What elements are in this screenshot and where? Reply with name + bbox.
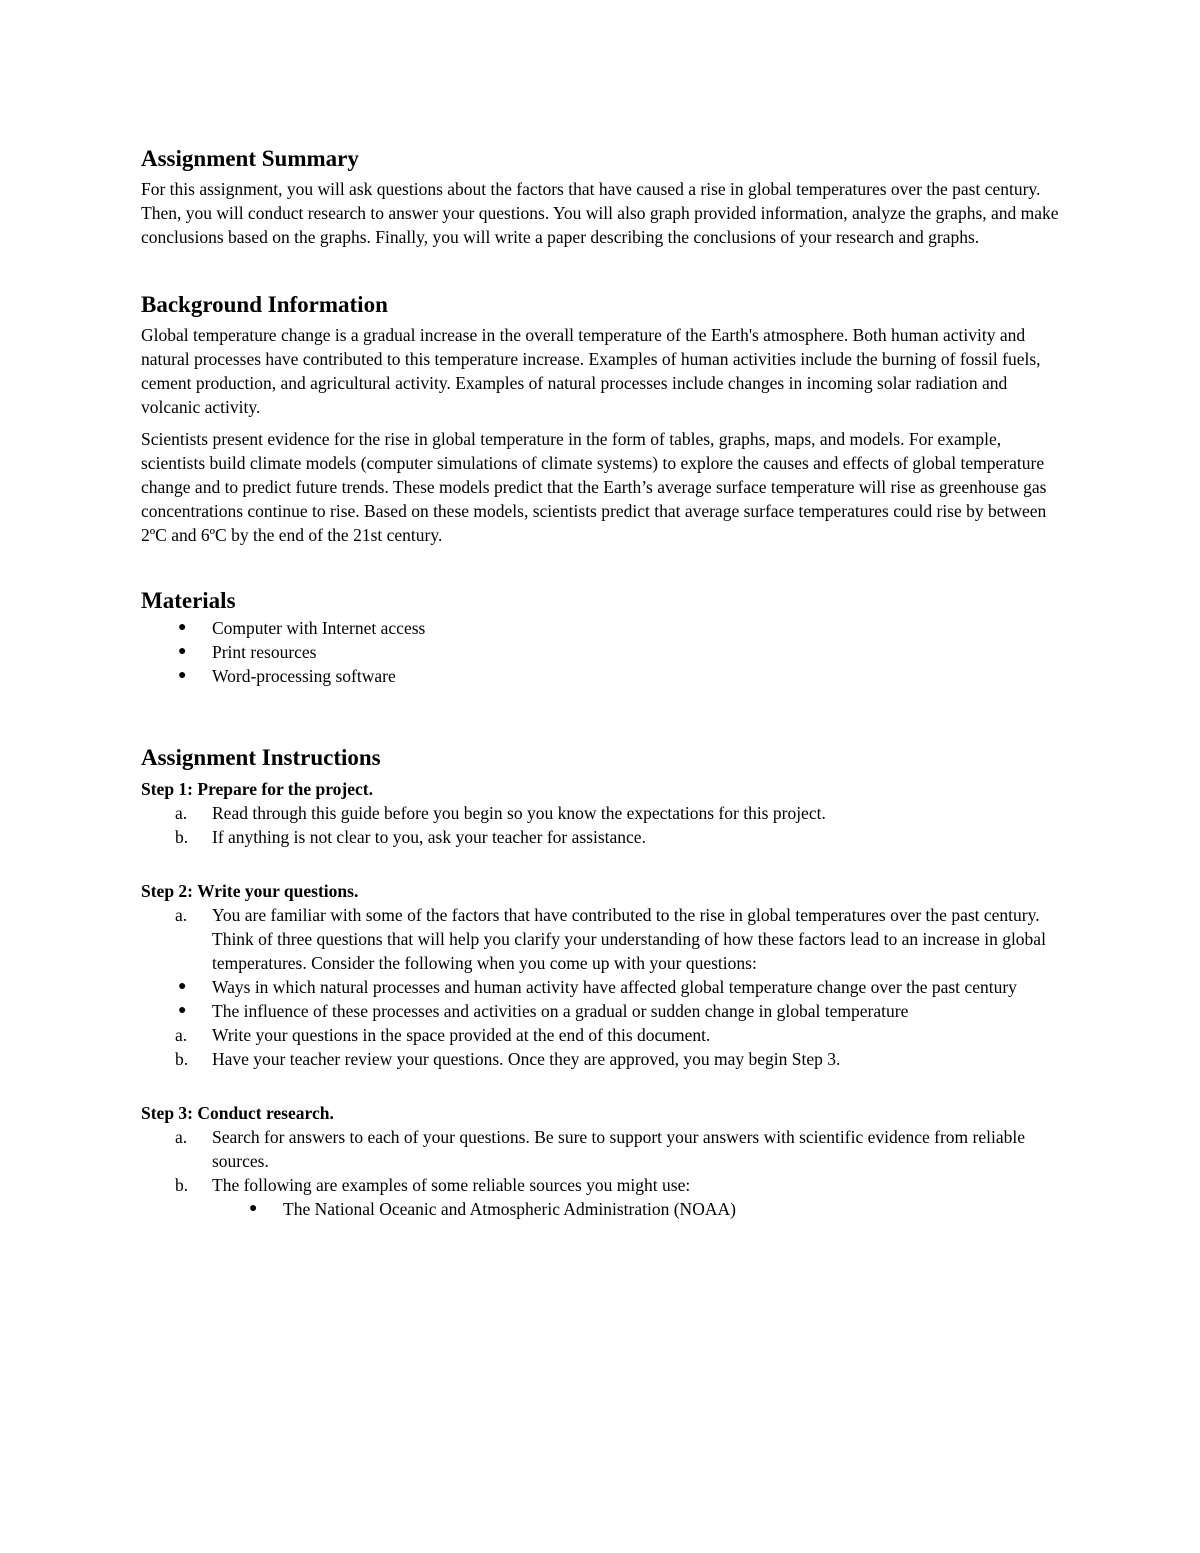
list-item: ● The influence of these processes and activities on a gradual or sudden change in global temperature [178, 1001, 909, 1021]
step2-title: Step 2: Write your questions. [141, 881, 359, 901]
bullet-icon: ● [249, 1201, 258, 1216]
bullet-icon: ● [178, 644, 187, 659]
materials-list-item: ● Computer with Internet access [178, 618, 426, 638]
step3-title: Step 3: Conduct research. [141, 1103, 334, 1123]
summary-paragraph: For this assignment, you will ask questions about the factors that have caused a rise in global temperatures over the past century. Then, you will conduct research to answer your questions. You will also graph provided information, analyze the graphs, and make conclusions based on the graphs. Finally, you will write a paper describing the conclusions of your research and graphs. [141, 179, 1059, 247]
bullet-icon: ● [178, 1003, 187, 1018]
list-marker: a. [175, 1127, 188, 1147]
list-marker: a. [175, 905, 188, 925]
list-marker: b. [175, 1049, 189, 1069]
step1-list [141, 801, 1061, 849]
list-marker: b. [175, 1175, 189, 1195]
bullet-icon: ● [178, 979, 187, 994]
step2-list [141, 903, 1061, 1071]
list-item: b. The following are examples of some reliable sources you might use: [175, 1175, 691, 1195]
list-item: a. Read through this guide before you begin so you know the expectations for this project. [175, 803, 826, 823]
bullet-icon: ● [178, 668, 187, 683]
background-paragraph-2: Scientists present evidence for the rise in global temperature in the form of tables, graphs, maps, and models. For example, scientists build climate models (computer simulations of climate systems) to explore the causes and effects of global temperature change and to predict future trends. These models predict that the Earth’s average surface temperature will rise as greenhouse gas concentrations continue to rise. Based on these models, scientists predict that average surface temperatures could rise by between 2ºC and 6ºC by the end of the 21st century. [141, 429, 1047, 545]
materials-list-item: ● Word-processing software [178, 666, 396, 686]
instructions-heading: Assignment Instructions [141, 745, 381, 770]
background-heading: Background Information [141, 292, 388, 317]
background-paragraph-1: Global temperature change is a gradual increase in the overall temperature of the Earth's atmosphere. Both human activity and natural processes have contributed to this temperature increase. Examples of human activities include the burning of fossil fuels, cement production, and agricultural activity. Examples of natural processes include changes in incoming solar radiation and volcanic activity. [141, 325, 1041, 417]
list-item: a. You are familiar with some of the factors that have contributed to the rise in global temperatures over the past century. Think of three questions that will help you clarify your understanding of how these factors lead to an increase in global temperatures. Consider the following when you come up with your questions: [175, 905, 1046, 973]
document-page [141, 140, 1061, 1221]
summary-heading: Assignment Summary [141, 146, 359, 171]
step3-list [141, 1125, 1061, 1197]
materials-heading: Materials [141, 588, 236, 613]
list-marker: a. [175, 803, 188, 823]
step1-title: Step 1: Prepare for the project. [141, 779, 373, 799]
list-marker: b. [175, 827, 189, 847]
list-item: a. Search for answers to each of your questions. Be sure to support your answers with scientific evidence from reliable sources. [175, 1127, 1026, 1171]
list-item: b. If anything is not clear to you, ask your teacher for assistance. [175, 827, 646, 847]
step3-sub-list [141, 1197, 1061, 1221]
list-item: ● Ways in which natural processes and human activity have affected global temperature change over the past century [178, 977, 1017, 997]
bullet-icon: ● [178, 620, 187, 635]
materials-list-item: ● Print resources [178, 642, 317, 662]
list-item: a. Write your questions in the space provided at the end of this document. [175, 1025, 711, 1045]
list-item: b. Have your teacher review your questions. Once they are approved, you may begin Step 3. [175, 1049, 841, 1069]
materials-list [141, 616, 1061, 688]
list-marker: a. [175, 1025, 188, 1045]
list-item: ● The National Oceanic and Atmospheric Administration (NOAA) [249, 1199, 736, 1219]
